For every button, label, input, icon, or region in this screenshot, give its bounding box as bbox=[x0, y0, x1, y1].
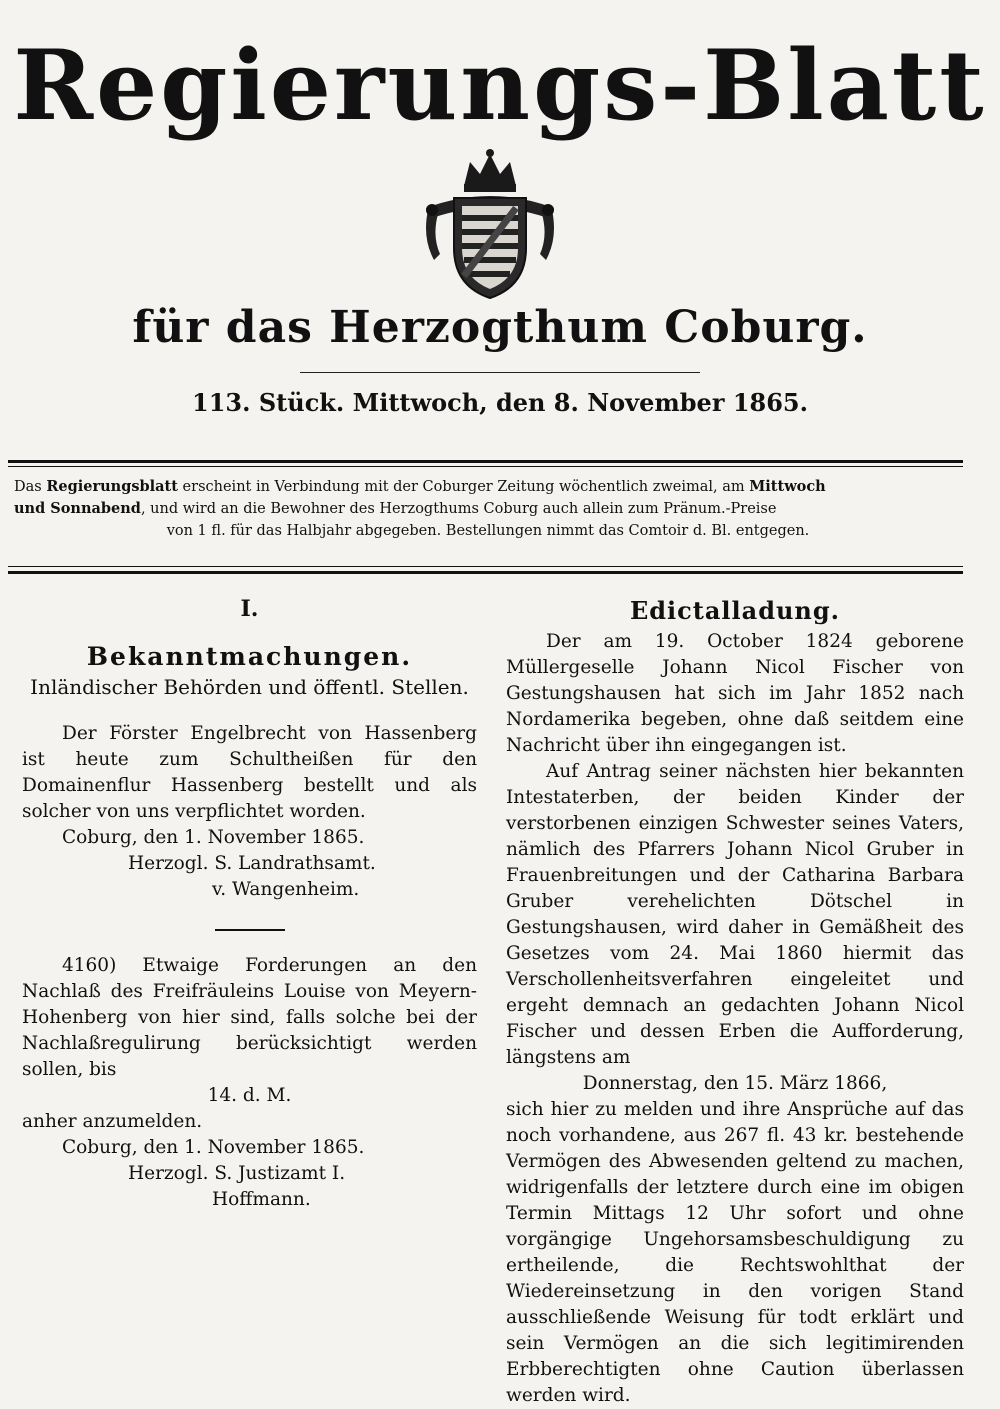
masthead-subtitle: für das Herzogthum Coburg. bbox=[132, 302, 868, 353]
section-number: I. bbox=[240, 596, 259, 622]
notice-text: Regierungsblatt bbox=[46, 478, 178, 495]
section-subheading: Inländischer Behörden und öffentl. Stellen. bbox=[30, 675, 469, 699]
edict-date: Donnerstag, den 15. März 1866, bbox=[582, 1073, 888, 1094]
announcement-date: Coburg, den 1. November 1865. bbox=[62, 827, 365, 848]
left-column bbox=[22, 590, 477, 1213]
divider bbox=[300, 372, 700, 373]
notice-text: und Sonnabend bbox=[14, 500, 141, 517]
right-column bbox=[506, 590, 964, 1409]
edict-paragraph: Auf Antrag seiner nächsten hier bekannten Intestaterben, der beiden Kinder der verstorbenen einzigen Schwester seines Vaters, nämlich des Pfarrers Johann Nicol Gruber in Frauenbreitungen und der Catharina Barbara Gruber verehelichten Dötschel in Gestungshausen, wird daher in Gemäßheit des Gesetzes vom 24. Mai 1860 hiermit das Verschollenheitsverfahren eingeleitet und ergeht demnach an gedachten Johann Nicol Fischer und dessen Erben die Aufforderung, längstens am bbox=[506, 761, 964, 1068]
divider bbox=[8, 460, 963, 463]
announcement-signer: v. Wangenheim. bbox=[212, 879, 360, 900]
announcement-signer: Hoffmann. bbox=[212, 1189, 311, 1210]
notice-text: Das bbox=[14, 479, 47, 495]
publication-notice bbox=[14, 476, 962, 542]
edict-title: Edictalladung. bbox=[629, 596, 841, 625]
notice-text: Mittwoch bbox=[749, 478, 826, 495]
coat-of-arms-icon bbox=[420, 148, 560, 300]
announcement-text: Der Förster Engelbrecht von Hassenberg ist heute zum Schultheißen für den Domainenflur Hassenberg bestellt und als solcher von uns verpflichtet worden. bbox=[22, 723, 477, 822]
divider bbox=[8, 466, 963, 467]
announcement-deadline: 14. d. M. bbox=[207, 1085, 292, 1106]
announcement-text: 4160) Etwaige Forderungen an den Nachlaß des Freifräuleins Louise von Meyern-Hohenberg von hier sind, falls solche bei der Nachlaßregulirung berücksichtigt werden sollen, bis bbox=[22, 955, 477, 1080]
announcement-text: anher anzumelden. bbox=[22, 1111, 203, 1132]
section-heading: Bekanntmachungen. bbox=[86, 642, 413, 671]
edict-paragraph: sich hier zu melden und ihre Ansprüche auf das noch vorhandene, aus 267 fl. 43 kr. bestehende Vermögen des Abwesenden geltend zu machen, widrigenfalls der letztere durch eine im obigen Termin Mittags 12 Uhr sofort und ohne vorgängige Ungehorsamsbeschuldigung zu ertheilende, die Rechtswohlthat der Wiedereinsetzung in den vorigen Stand ausschließende Weisung für todt erklärt und sein Vermögen an die sich legitimirenden Erbberechtigten ohne Caution überlassen werden wird. bbox=[506, 1099, 964, 1406]
divider bbox=[215, 929, 285, 931]
notice-text: , und wird an die Bewohner des Herzogthums Coburg auch allein zum Pränum.-Preise bbox=[140, 501, 777, 517]
issue-line: 113. Stück. Mittwoch, den 8. November 1865. bbox=[192, 388, 808, 417]
divider bbox=[8, 571, 963, 574]
divider bbox=[8, 566, 963, 567]
notice-text: erscheint in Verbindung mit der Coburger Zeitung wöchentlich zweimal, am bbox=[177, 479, 750, 495]
notice-text: von 1 fl. für das Halbjahr abgegeben. Bestellungen nimmt das Comtoir d. Bl. entgegen. bbox=[166, 523, 810, 539]
masthead-title: Regierungs-Blatt bbox=[13, 29, 987, 142]
announcement-date: Coburg, den 1. November 1865. bbox=[62, 1137, 365, 1158]
edict-paragraph: Der am 19. October 1824 geborene Müllergeselle Johann Nicol Fischer von Gestungshausen hat sich im Jahr 1852 nach Nordamerika begeben, ohne daß seitdem eine Nachricht über ihn eingegangen ist. bbox=[506, 631, 964, 756]
announcement-office: Herzogl. S. Justizamt I. bbox=[128, 1163, 346, 1184]
announcement-office: Herzogl. S. Landrathsamt. bbox=[128, 853, 376, 874]
